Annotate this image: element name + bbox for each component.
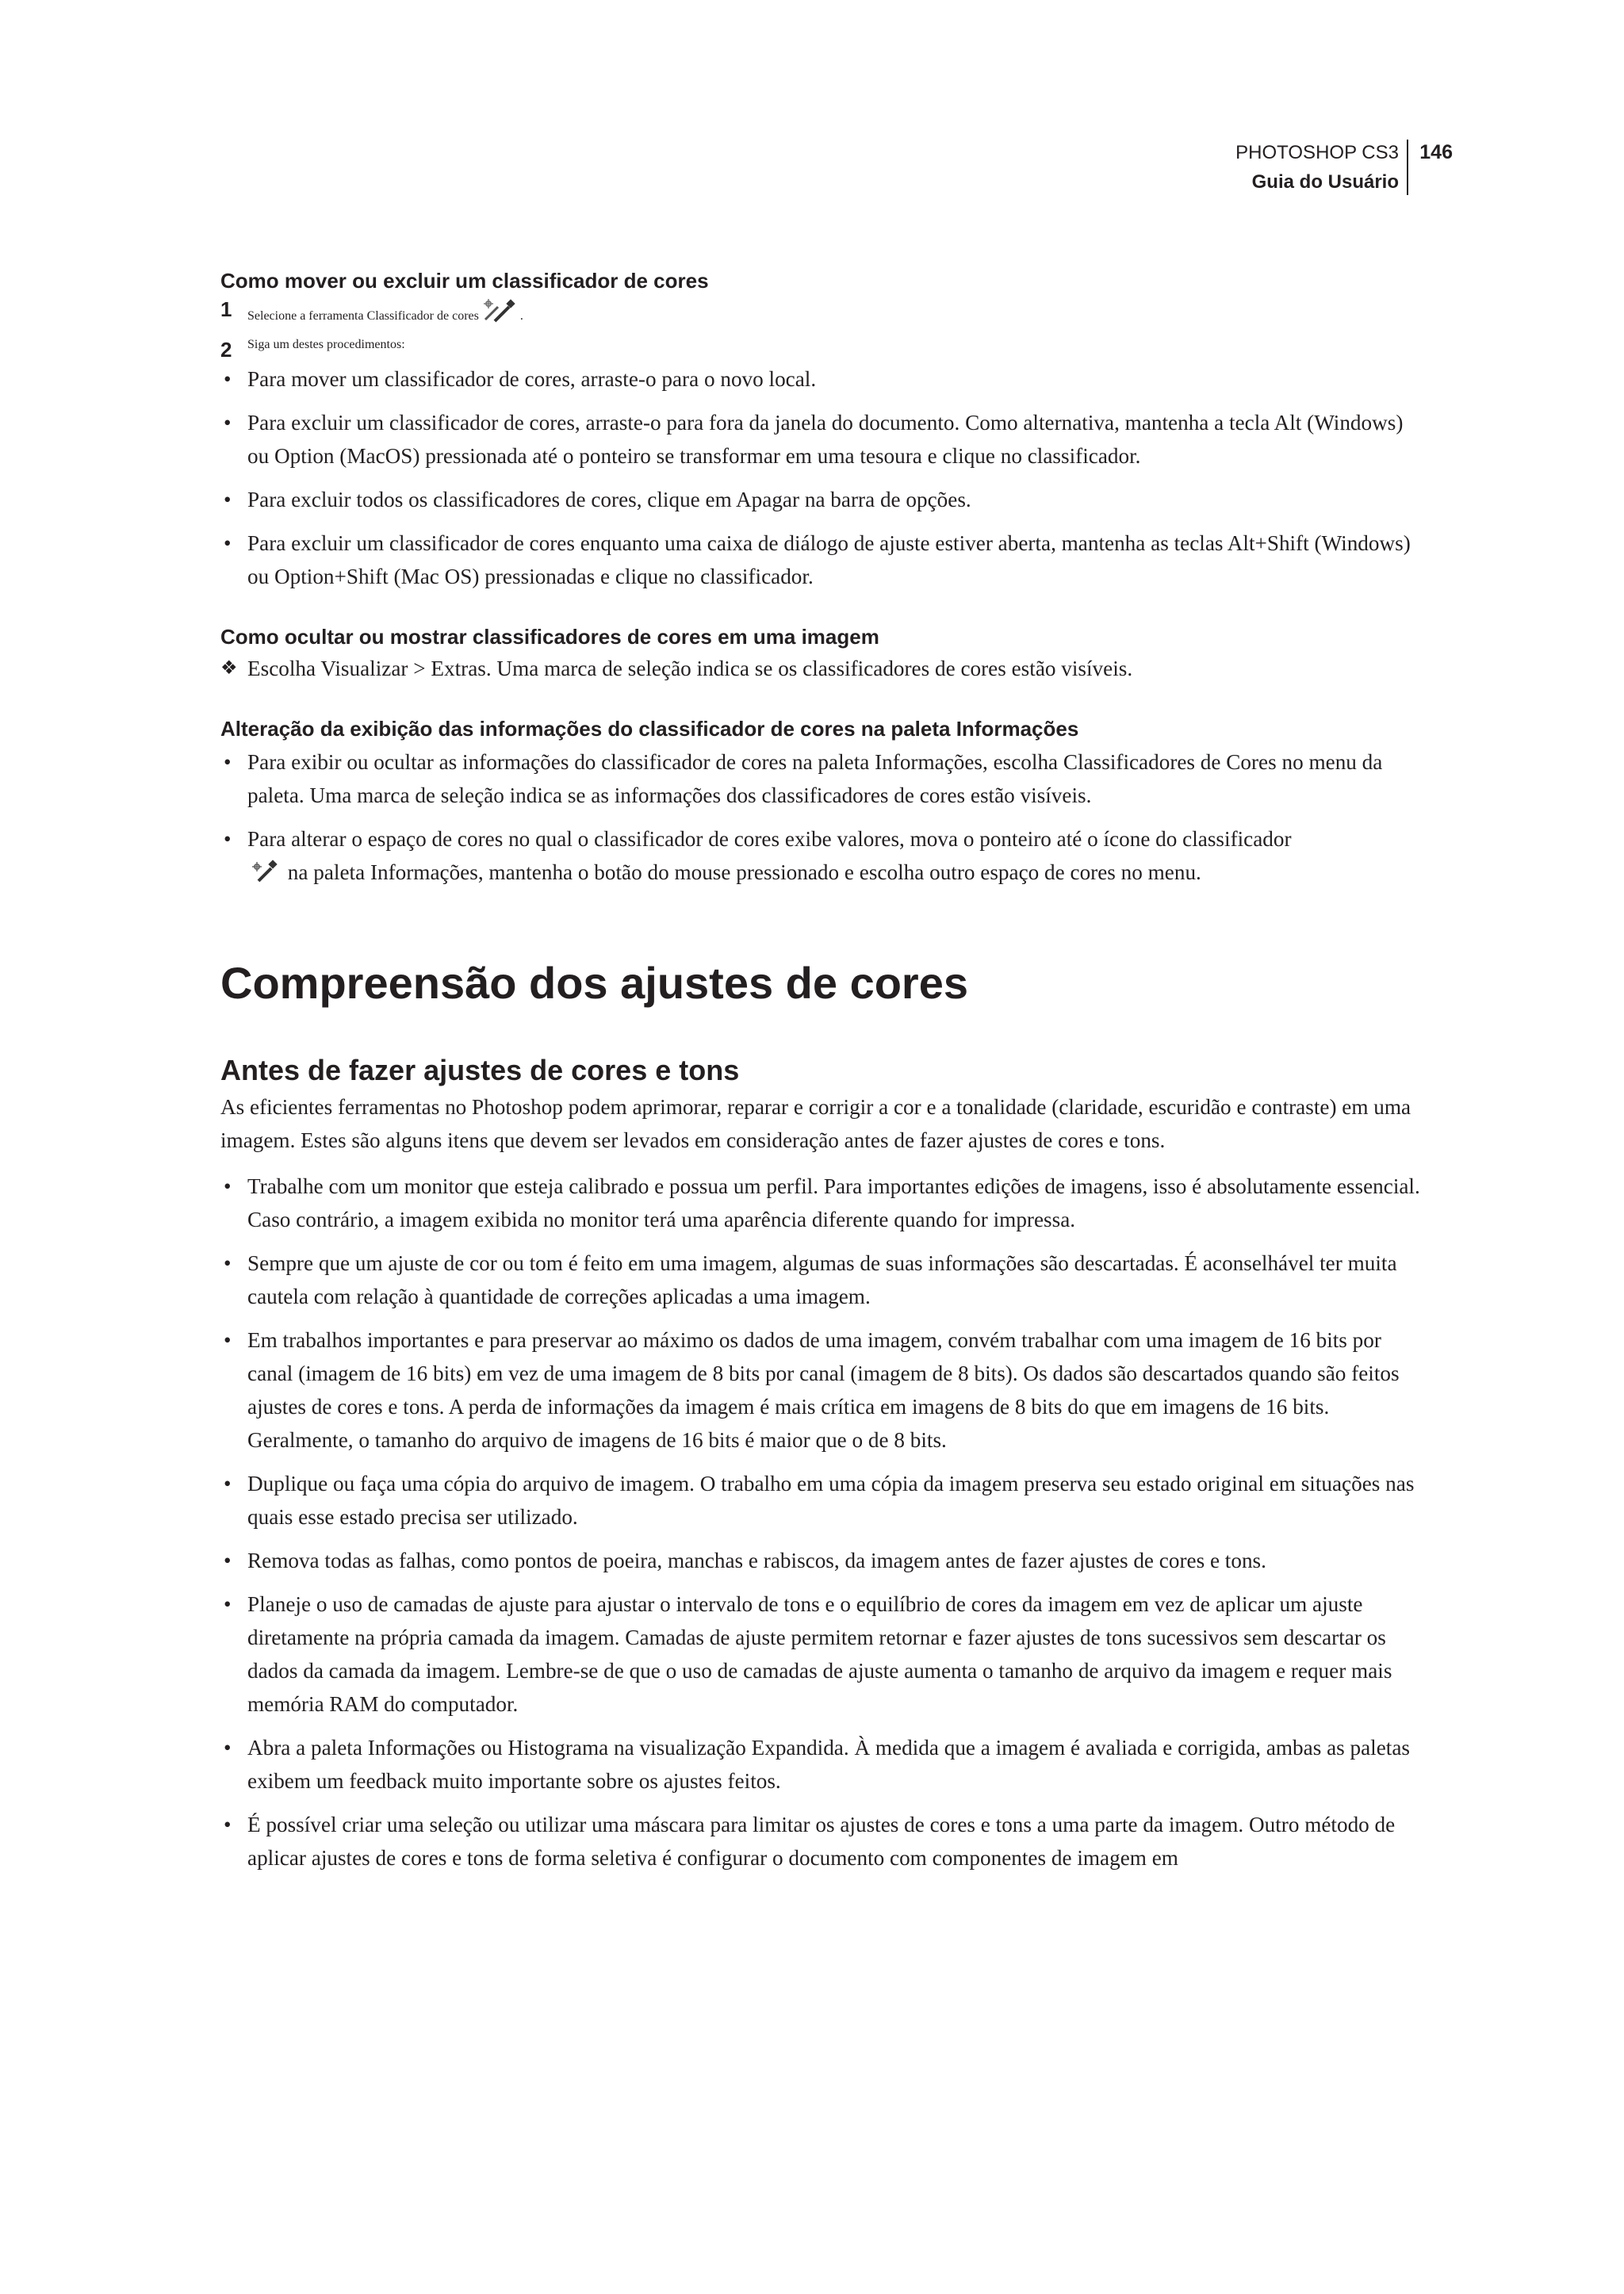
list-item: • É possível criar uma seleção ou utilizar uma máscara para limitar os ajustes de cores e tons a uma parte da imagem. Outro método de aplicar ajustes de cores e tons de forma seletiva é configurar o documento com componentes de imagem em: [220, 1808, 1423, 1875]
bullet-icon: •: [224, 1472, 232, 1496]
intro-paragraph: As eficientes ferramentas no Photoshop podem aprimorar, reparar e corrigir a cor e a tonalidade (claridade, escuridão e contraste) em uma imagem. Estes são alguns itens que devem ser levados em consideração antes de fazer ajustes de cores e tons.: [220, 1095, 1411, 1152]
info-palette-options: [220, 745, 1423, 894]
list-item: • Sempre que um ajuste de cor ou tom é feito em uma imagem, algumas de suas informações são descartadas. É aconselhável ter muita cautela com relação à quantidade de correções aplicadas a uma imagem.: [220, 1247, 1423, 1313]
page-number: 146: [1419, 141, 1453, 163]
bullet-icon: •: [224, 488, 232, 511]
section-heading-info-palette: Alteração da exibição das informações do classificador de cores na paleta Informações: [220, 717, 1079, 741]
bullet-icon: •: [224, 1174, 232, 1198]
section-heading-move-delete: Como mover ou excluir um classificador de cores: [220, 269, 709, 293]
bullet-icon: •: [224, 1549, 232, 1572]
step-2: [220, 338, 1423, 362]
bullet-icon: •: [224, 1328, 232, 1352]
step-number: 1: [220, 297, 232, 321]
step-end: .: [519, 309, 523, 323]
list-item: • Para excluir todos os classificadores de cores, clique em Apagar na barra de opções.: [220, 483, 1423, 516]
running-header: [1221, 138, 1538, 195]
bullet-icon: •: [224, 411, 232, 435]
list-item: • Para exibir ou ocultar as informações do classificador de cores na paleta Informações, escolha Classificadores de Cores no menu da paleta. Uma marca de seleção indica se as informações dos classificadores de cores estão visíveis.: [220, 745, 1423, 812]
page-body: [220, 266, 1423, 1875]
header-product: PHOTOSHOP CS3: [1235, 142, 1399, 163]
bullet-icon: •: [224, 1592, 232, 1616]
considerations-list: [220, 1170, 1423, 1875]
step-1: [220, 297, 1423, 328]
bullet-icon: •: [224, 750, 232, 774]
color-sampler-tool-icon: [482, 297, 517, 328]
bullet-icon: •: [224, 827, 232, 851]
move-delete-options: [220, 362, 1423, 593]
list-item: • Para alterar o espaço de cores no qual o classificador de cores exibe valores, mova o ponteiro até o ícone do classificador na paleta Informações, mantenha o botão do mouse pressionado e escolha outro espaço de cores no menu.: [220, 822, 1423, 894]
color-sampler-icon: [247, 857, 282, 894]
list-item: • Para excluir um classificador de cores, arraste-o para fora da janela do documento. Como alternativa, mantenha a tecla Alt (Windows) ou Option (MacOS) pressionada até o ponteiro se transformar em uma tesoura e clique no classificador.: [220, 406, 1423, 473]
list-item: • Para mover um classificador de cores, arraste-o para o novo local.: [220, 362, 1423, 396]
step-number: 2: [220, 338, 232, 362]
list-item: • Em trabalhos importantes e para preservar ao máximo os dados de uma imagem, convém trabalhar com uma imagem de 16 bits por canal (imagem de 16 bits) em vez de uma imagem de 8 bits por canal (imagem de 8 bits). Os dados são descartados quando são feitos ajustes de cores e tons. A perda de informações da imagem é mais crítica em imagens de 8 bits do que em imagens de 16 bits. Geralmente, o tamanho do arquivo de imagens de 16 bits é maior que o de 8 bits.: [220, 1323, 1423, 1457]
bullet-icon: •: [224, 367, 232, 391]
list-item: • Remova todas as falhas, como pontos de poeira, manchas e rabiscos, da imagem antes de fazer ajustes de cores e tons.: [220, 1544, 1423, 1577]
diamond-bullet-icon: ❖: [220, 658, 238, 679]
bullet-icon: •: [224, 531, 232, 555]
step-text: Selecione a ferramenta Classificador de cores: [247, 309, 479, 323]
list-item: • Abra a paleta Informações ou Histograma na visualização Expandida. À medida que a imagem é avaliada e corrigida, ambas as paletas exibem um feedback muito importante sobre os ajustes feitos.: [220, 1731, 1423, 1798]
header-divider: [1407, 140, 1408, 195]
list-item: • Para excluir um classificador de cores enquanto uma caixa de diálogo de ajuste estiver aberta, mantenha as teclas Alt+Shift (Windows) ou Option+Shift (Mac OS) pressionadas e clique no classificador.: [220, 527, 1423, 593]
procedure-line: ❖ Escolha Visualizar > Extras. Uma marca de seleção indica se os classificadores de cores estão visíveis.: [220, 652, 1423, 685]
step-text: Siga um destes procedimentos:: [247, 338, 405, 351]
list-item: • Trabalhe com um monitor que esteja calibrado e possua um perfil. Para importantes edições de imagens, isso é absolutamente essencial. Caso contrário, a imagem exibida no monitor terá uma aparência diferente quando for impressa.: [220, 1170, 1423, 1236]
bullet-icon: •: [224, 1736, 232, 1760]
section-title: Antes de fazer ajustes de cores e tons: [220, 1054, 740, 1086]
bullet-icon: •: [224, 1813, 232, 1836]
list-item: • Planeje o uso de camadas de ajuste para ajustar o intervalo de tons e o equilíbrio de cores da imagem em vez de aplicar um ajuste diretamente na própria camada da imagem. Camadas de ajuste permitem retornar e fazer ajustes de tons sucessivos sem descartar os dados da camada da imagem. Lembre-se de que o uso de camadas de ajuste aumenta o tamanho de arquivo da imagem e requer mais memória RAM do computador.: [220, 1587, 1423, 1721]
bullet-icon: •: [224, 1251, 232, 1275]
header-title: [1235, 138, 1399, 197]
chapter-title: Compreensão dos ajustes de cores: [220, 958, 969, 1008]
list-item: • Duplique ou faça uma cópia do arquivo de imagem. O trabalho em uma cópia da imagem preserva seu estado original em situações nas quais esse estado precisa ser utilizado.: [220, 1467, 1423, 1534]
section-heading-hide-show: Como ocultar ou mostrar classificadores de cores em uma imagem: [220, 625, 879, 649]
header-guide: Guia do Usuário: [1251, 171, 1399, 193]
